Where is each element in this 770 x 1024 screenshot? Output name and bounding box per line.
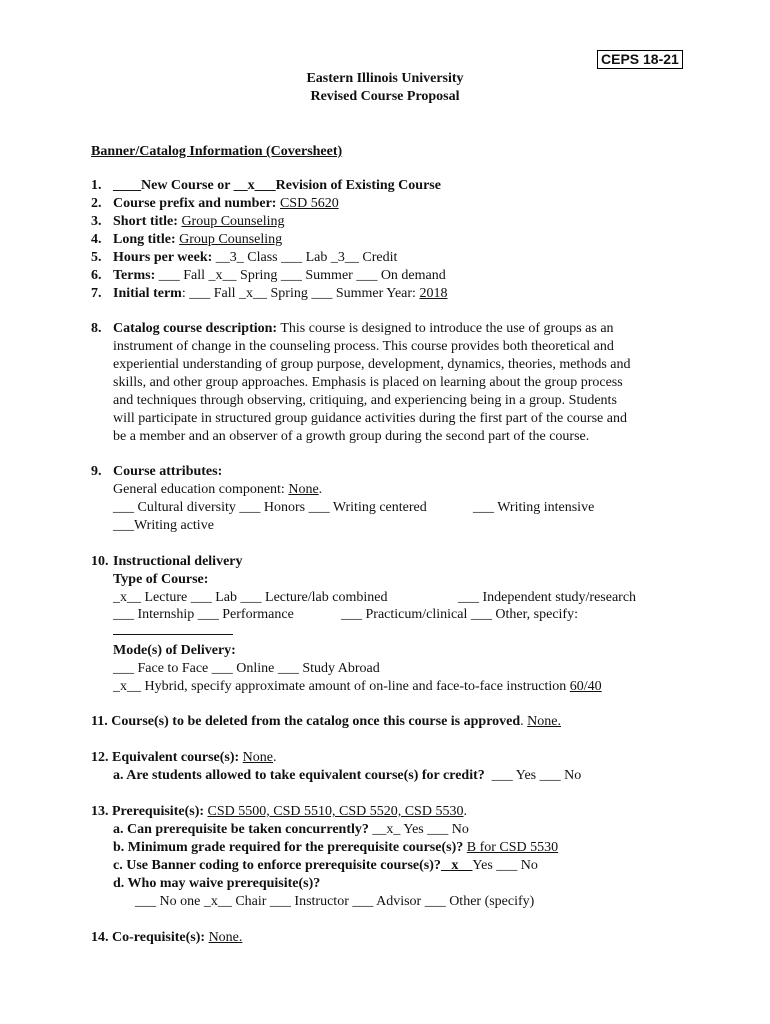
item-label: Hours per week: (113, 250, 213, 265)
q8-line-6: will participate in structured group guidance activities during the first part of the course and (113, 411, 627, 426)
item-2 (91, 195, 339, 213)
q13c-options: Yes ___ No (472, 858, 538, 873)
q12-value: None (242, 750, 273, 765)
q10-heading (91, 553, 243, 571)
modes-label: Mode(s) of Delivery: (113, 643, 236, 658)
item-number: 11. (91, 714, 108, 729)
q13c-label: c. Use Banner coding to enforce prerequisite course(s)? (113, 858, 441, 873)
item-number: 4. (91, 232, 102, 247)
item-number: 3. (91, 214, 102, 229)
initial-year: 2018 (419, 286, 448, 301)
q9-gen-ed: General education component: None. (113, 482, 323, 497)
q8-label: Catalog course description: (113, 321, 278, 336)
q13-value: CSD 5500, CSD 5510, CSD 5520, CSD 5530 (207, 804, 464, 819)
item-number: 13. (91, 804, 109, 819)
item-label: Terms: (113, 268, 156, 283)
item-5 (91, 249, 397, 267)
q9-attributes-row: ___ Cultural diversity ___ Honors ___ Writing centered (113, 500, 427, 515)
item-value: Group Counseling (179, 232, 283, 247)
item-number: 7. (91, 286, 102, 301)
q13c (113, 857, 538, 875)
q13-label: Prerequisite(s): (112, 804, 205, 819)
item-1 (91, 177, 441, 195)
item-number: 6. (91, 268, 102, 283)
q11 (91, 713, 561, 731)
q13b-label: b. Minimum grade required for the prerequisite course(s)? (113, 840, 464, 855)
q13a-options: __x_ Yes ___ No (368, 822, 469, 837)
q10-label: Instructional delivery (113, 554, 243, 569)
type-row-1: _x__ Lecture ___ Lab ___ Lecture/lab combined (113, 590, 388, 605)
q13b-value: B for CSD 5530 (466, 840, 559, 855)
item-3 (91, 213, 285, 231)
item-value: : ___ Fall _x__ Spring ___ Summer Year: (181, 286, 420, 301)
q11-dot: . (520, 714, 524, 729)
item-number: 10. (91, 554, 109, 569)
proposal-heading: Revised Course Proposal (310, 89, 460, 104)
q13 (91, 803, 467, 821)
item-4 (91, 231, 282, 249)
q9-writing-active: ___Writing active (113, 518, 214, 533)
q9-heading (91, 463, 222, 481)
q12a (113, 767, 581, 785)
item-number: 2. (91, 196, 102, 211)
q11-label: Course(s) to be deleted from the catalog once this course is approved (111, 714, 521, 729)
q8-line-4: skills, and other group approaches. Emphasis is placed on learning about the group process (113, 375, 623, 390)
hybrid-text: _x__ Hybrid, specify approximate amount of on-line and face-to-face instruction (113, 679, 570, 694)
item-label: Initial term (113, 286, 182, 301)
q14-label: Co-requisite(s): (112, 930, 206, 945)
q13b (113, 839, 558, 857)
modes-row-2 (113, 678, 602, 696)
item-6 (91, 267, 446, 285)
item-number: 8. (91, 321, 102, 336)
q8-text: This course is designed to introduce the use of groups as an (277, 321, 614, 336)
q13d-options: ___ No one _x__ Chair ___ Instructor ___ Advisor ___ Other (specify) (135, 894, 535, 909)
item-number: 1. (91, 178, 102, 193)
q8-line-3: experiential understanding of group purpose, development, dynamics, theories, methods and (113, 357, 631, 372)
section-title: Banner/Catalog Information (Coversheet) (91, 144, 343, 159)
q8-line-1 (91, 320, 614, 338)
q14-value: None. (208, 930, 243, 945)
q9-writing-intensive: ___ Writing intensive (473, 500, 595, 515)
q12-label: Equivalent course(s): (112, 750, 240, 765)
item-number: 12. (91, 750, 109, 765)
item-text: ____New Course or __x___Revision of Existing Course (113, 178, 441, 193)
q12 (91, 749, 277, 767)
q8-line-5: and techniques through observing, critiquing, and experiencing being in a group. Students (113, 393, 617, 408)
item-number: 5. (91, 250, 102, 265)
gen-ed-value: None (288, 482, 319, 497)
item-value: __3_ Class ___ Lab _3__ Credit (215, 250, 398, 265)
item-value: ___ Fall _x__ Spring ___ Summer ___ On demand (158, 268, 446, 283)
item-label: Course prefix and number: (113, 196, 277, 211)
q13a-label: a. Can prerequisite be taken concurrently? (113, 822, 369, 837)
type-row-2: ___ Internship ___ Performance (113, 607, 294, 622)
item-7 (91, 285, 447, 303)
item-label: Short title: (113, 214, 178, 229)
item-number: 9. (91, 464, 102, 479)
university-heading: Eastern Illinois University (306, 71, 464, 86)
q13a (113, 821, 469, 839)
q12a-options: ___ Yes ___ No (491, 768, 582, 783)
q13c-selected: _x__ (440, 858, 473, 873)
q8-line-7: be a member and an observer of a growth group during the second part of the course. (113, 429, 590, 444)
q12-dot: . (273, 750, 277, 765)
item-value: Group Counseling (181, 214, 285, 229)
type-of-course-label: Type of Course: (113, 572, 209, 587)
q11-value: None. (527, 714, 561, 729)
q12a-label: a. Are students allowed to take equivalent course(s) for credit? (113, 768, 485, 783)
gen-ed-label: General education component: (113, 482, 289, 497)
document-id-box: CEPS 18-21 (597, 50, 683, 69)
type-row-1b: ___ Independent study/research (458, 590, 637, 605)
modes-row-1: ___ Face to Face ___ Online ___ Study Abroad (113, 661, 380, 676)
q13d: d. Who may waive prerequisite(s)? (113, 876, 321, 891)
q8-line-2: instrument of change in the counseling process. This course provides both theoretical and (113, 339, 614, 354)
hybrid-ratio: 60/40 (569, 679, 602, 694)
type-row-2b: ___ Practicum/clinical ___ Other, specify: (341, 607, 578, 622)
other-specify-blank (113, 622, 233, 641)
item-label: Long title: (113, 232, 176, 247)
item-number: 14. (91, 930, 109, 945)
item-value: CSD 5620 (279, 196, 339, 211)
q14 (91, 929, 242, 947)
q13-dot: . (463, 804, 467, 819)
q9-label: Course attributes: (113, 464, 223, 479)
